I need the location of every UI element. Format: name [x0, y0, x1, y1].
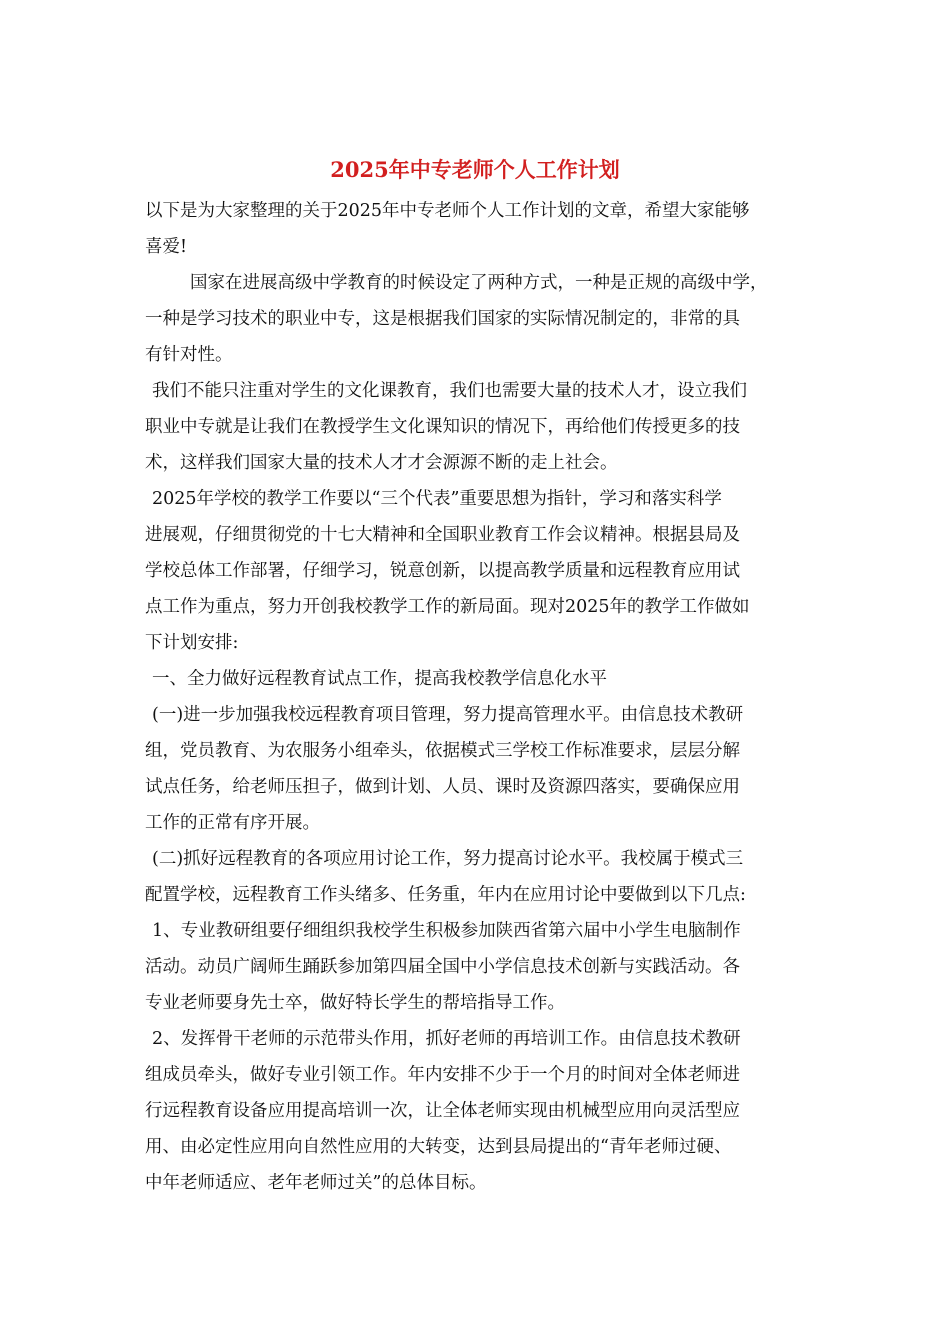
- text-line: 职业中专就是让我们在教授学生文化课知识的情况下，再给他们传授更多的技: [145, 417, 740, 437]
- text-line: 进展观，仔细贯彻党的十七大精神和全国职业教育工作会议精神。根据县局及: [145, 525, 740, 545]
- text-line: 用、由必定性应用向自然性应用的大转变，达到县局提出的“青年老师过硬、: [145, 1137, 732, 1157]
- text-line: 活动。动员广阔师生踊跃参加第四届全国中小学信息技术创新与实践活动。各: [145, 957, 740, 977]
- text-line: 组，党员教育、为农服务小组牵头，依据模式三学校工作标准要求，层层分解: [145, 741, 740, 761]
- text-line: (一)进一步加强我校远程教育项目管理，努力提高管理水平。由信息技术教研: [152, 705, 744, 725]
- text-line: 试点任务，给老师压担子，做到计划、人员、课时及资源四落实，要确保应用: [145, 777, 740, 797]
- text-line: 配置学校，远程教育工作头绪多、任务重，年内在应用讨论中要做到以下几点:: [145, 885, 746, 905]
- text-line: 1、专业教研组要仔细组织我校学生积极参加陕西省第六届中小学生电脑制作: [152, 921, 741, 941]
- text-line: 一种是学习技术的职业中专，这是根据我们国家的实际情况制定的，非常的具: [145, 309, 740, 329]
- text-line: 中年老师适应、老年老师过关”的总体目标。: [145, 1173, 487, 1193]
- text-line: 有针对性。: [145, 345, 233, 365]
- text-line: (二)抓好远程教育的各项应用讨论工作，努力提高讨论水平。我校属于模式三: [152, 849, 744, 869]
- text-line: 下计划安排:: [145, 633, 239, 653]
- text-line: 一、全力做好远程教育试点工作，提高我校教学信息化水平: [152, 669, 607, 689]
- text-line: 专业老师要身先士卒，做好特长学生的帮培指导工作。: [145, 993, 565, 1013]
- document-title: 2025年中专老师个人工作计划: [330, 157, 620, 182]
- text-line: 点工作为重点，努力开创我校教学工作的新局面。现对2025年的教学工作做如: [145, 597, 750, 617]
- text-line: 学校总体工作部署，仔细学习，锐意创新，以提高教学质量和远程教育应用试: [145, 561, 740, 581]
- text-line: 行远程教育设备应用提高培训一次，让全体老师实现由机械型应用向灵活型应: [145, 1101, 740, 1121]
- text-line: 2、发挥骨干老师的示范带头作用，抓好老师的再培训工作。由信息技术教研: [152, 1029, 741, 1049]
- text-line: 我们不能只注重对学生的文化课教育，我们也需要大量的技术人才，设立我们: [152, 381, 747, 401]
- text-line: 以下是为大家整理的关于2025年中专老师个人工作计划的文章，希望大家能够: [145, 201, 750, 221]
- text-line: 工作的正常有序开展。: [145, 813, 320, 833]
- text-line: 喜爱!: [145, 237, 188, 257]
- text-line: 2025年学校的教学工作要以“三个代表”重要思想为指针，学习和落实科学: [152, 489, 722, 509]
- text-line: 国家在进展高级中学教育的时候设定了两种方式，一种是正规的高级中学，: [190, 273, 768, 293]
- text-line: 组成员牵头，做好专业引领工作。年内安排不少于一个月的时间对全体老师进: [145, 1065, 740, 1085]
- text-line: 术，这样我们国家大量的技术人才才会源源不断的走上社会。: [145, 453, 618, 473]
